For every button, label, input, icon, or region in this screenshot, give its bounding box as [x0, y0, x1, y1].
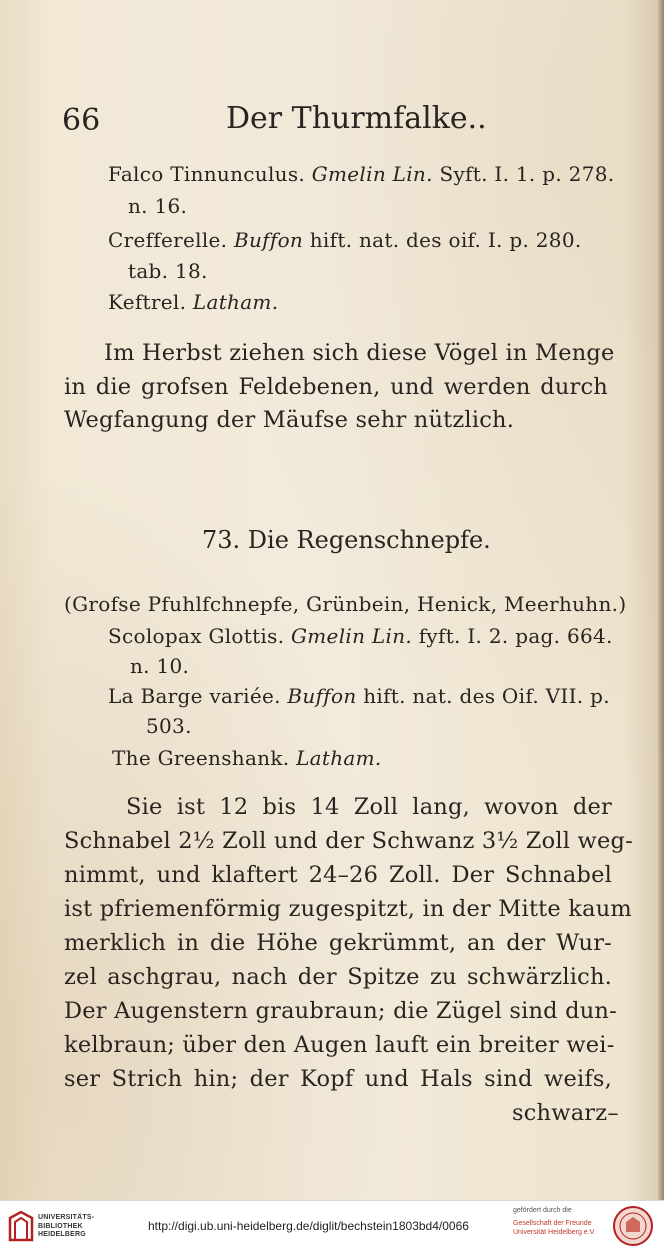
reference-line: n. 10.	[130, 654, 190, 678]
paragraph-line: Wegfangung der Mäufse sehr nützlich.	[64, 407, 515, 433]
synonyms-line: (Grofse Pfuhlfchnepfe, Grünbein, Henick, Meerhuhn.)	[64, 592, 627, 616]
university-seal-icon	[612, 1205, 654, 1247]
permalink-url[interactable]: http://digi.ub.uni-heidelberg.de/diglit/bechstein1803bd4/0066	[148, 1219, 469, 1233]
paragraph-line: kelbraun; über den Augen lauft ein breiter wei-	[64, 1032, 615, 1058]
catchword: schwarz–	[512, 1100, 619, 1126]
paragraph-line: Der Augenstern graubraun; die Zügel sind dun-	[64, 998, 617, 1024]
reference-line: Keftrel. Latham.	[108, 290, 279, 314]
reference-line: Falco Tinnunculus. Gmelin Lin. Syft. I. 1. p. 278.	[108, 162, 615, 186]
reference-line: The Greenshank. Latham.	[112, 746, 382, 770]
paragraph-line: merklich in die Höhe gekrümmt, an der Wur-	[64, 930, 612, 956]
section-title: 73. Die Regenschnepfe.	[202, 526, 491, 554]
library-logo-icon	[8, 1210, 34, 1242]
paragraph-line: ser Strich hin; der Kopf und Hals sind weifs,	[64, 1066, 612, 1092]
reference-line: Scolopax Glottis. Gmelin Lin. fyft. I. 2. pag. 664.	[108, 624, 613, 648]
reference-line: tab. 18.	[128, 259, 208, 283]
paragraph-line: ist pfriemenförmig zugespitzt, in der Mitte kaum	[64, 896, 632, 922]
paragraph-line: nimmt, und klaftert 24–26 Zoll. Der Schnabel	[64, 862, 612, 888]
reference-line: 503.	[146, 714, 192, 738]
reference-line: Crefferelle. Buffon hift. nat. des oif. I. p. 280.	[108, 228, 582, 252]
viewer-footer	[0, 1200, 664, 1251]
paragraph-line: Im Herbst ziehen sich diese Vögel in Menge	[104, 340, 615, 366]
running-title: Der Thurmfalke..	[226, 101, 487, 136]
paragraph-line: Schnabel 2½ Zoll und der Schwanz 3½ Zoll weg-	[64, 828, 633, 854]
paragraph-line: in die grofsen Feldebenen, und werden durch	[64, 374, 608, 400]
paragraph-line: Sie ist 12 bis 14 Zoll lang, wovon der	[126, 794, 612, 820]
sponsor-label: gefördert durch die	[513, 1207, 572, 1214]
page-edge	[658, 0, 664, 1200]
reference-line: La Barge variée. Buffon hift. nat. des Oif. VII. p.	[108, 684, 610, 708]
library-name: UNIVERSITÄTS- BIBLIOTHEK HEIDELBERG	[38, 1214, 95, 1238]
sponsor-name: Gesellschaft der Freunde Universität Heidelberg e.V.	[513, 1220, 596, 1236]
paragraph-line: zel aschgrau, nach der Spitze zu schwärzlich.	[64, 964, 612, 990]
page-number: 66	[62, 103, 101, 138]
reference-line: n. 16.	[128, 194, 188, 218]
